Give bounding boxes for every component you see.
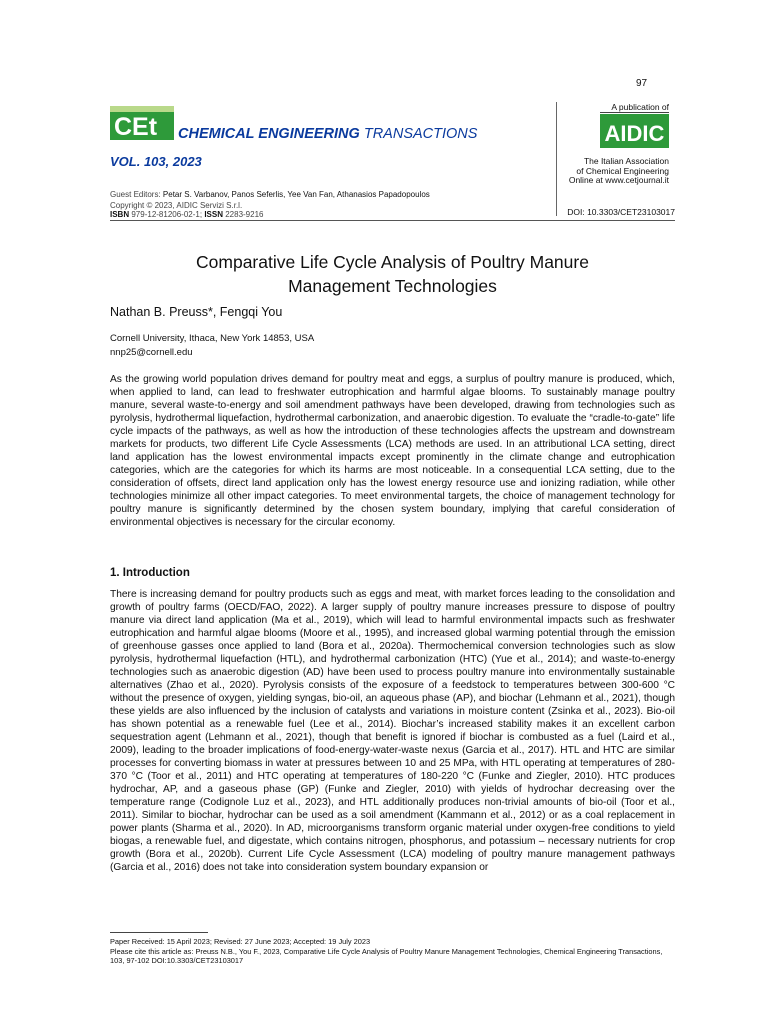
aidic-logo (600, 114, 669, 148)
email: nnp25@cornell.edu (110, 346, 193, 358)
publication-rule (600, 112, 669, 113)
publication-of: A publication of (611, 102, 669, 112)
affiliation: Cornell University, Ithaca, New York 14853, USA (110, 333, 315, 344)
introduction-text: There is increasing demand for poultry products such as eggs and meat, with market forces leading to the consolidation and growth of poultry farms (OECD/FAO, 2022). A larger supply of poultry manure increases pressure to dispose of poultry manure via direct land application (Ma et al., 2019), which will lead to harmful environmental impacts such as freshwater eutrophication and harmful algae blooms (Moore et al., 1995), and increased global warming potential through the emission of greenhouse gasses once applied to land (Bora et al., 2020a). Thermochemical conversion technologies such as slow pyrolysis, hydrothermal liquefaction (HTL), and hydrothermal carbonization (HTC) (Yue et al., 2014); and waste-to-energy technologies such as anaerobic digestion (AD) have been used to process poultry manure into environmentally sustainable alternatives (Zhao et al., 2020). Pyrolysis consists of the exposure of a feedstock to temperatures between 300-600 °C without the presence of oxygen, yielding syngas, bio-oil, an aqueous phase (AP), and biochar (Lehmann et al., 2021), though these yields are also influenced by the inclusion of catalysts and variations in moisture content (Zsinka et al., 2023). Bio-oil has shown potential as a renewable fuel (Lee et al., 2014). Biochar’s increased stability makes it an excellent carbon sequestration agent (Lehmann et al., 2021), though that benefit is ignored if biochar is combusted as a fuel (Laird et al., 2009), leading to the broader implications of food-energy-water-waste nexus (Garcia et al., 2017). HTL and HTC are similar processes for converting biomass in water at pressures between 10 and 25 MPa, with HTL operating at temperatures of 280-370 °C (Toor et al., 2011) and HTC operating at temperatures of 180-220 °C (Funke and Ziegler, 2010). HTC produces hydrochar, AP, and a gaseous phase (GP) (Funke and Ziegler, 2010) with yields of hydrochar decreasing over the temperature range (Codignole Luz et al., 2023), and HTL additionally produces non-trivial amounts of bio-oil (Toor et al., 2011). Similar to biochar, hydrochar can be used as a soil amendment (Kammann et al., 2012) or as a coal replacement in power plants (Sharma et al., 2020). In AD, microorganisms transform organic material under oxygen-free conditions to yield biogas, a renewable fuel, and digestate, which contains nitrogen, phosphorus, and potassium – necessary nutrients for crop growth (Bora et al., 2020b). Current Life Cycle Assessment (LCA) modeling of poultry manure management pathways (Garcia et al., 2016) does not take into consideration system boundary expansion or (110, 589, 675, 873)
section-heading-introduction: 1. Introduction (110, 567, 190, 579)
affiliation-block (110, 332, 314, 359)
doi: DOI: 10.3303/CET23103017 (567, 207, 675, 217)
copyright: Copyright © 2023, AIDIC Servizi S.r.l. (110, 201, 243, 210)
abstract: As the growing world population drives demand for poultry meat and eggs, a surplus of poultry manure is produced, which, when applied to land, can lead to freshwater eutrophication and harmful algae blooms. To sustainably manage poultry manure, several waste-to-energy and soil amendment pathways have been developed, drawing from technologies such as pyrolysis, hydrothermal liquefaction, hydrothermal carbonization, and anaerobic digestion. To evaluate the “cradle-to-gate” life cycle impacts of the pathways, as well as how the introduction of these technologies affects the upstream and downstream markets for products, two different Life Cycle Assessments (LCA) methods are used. In an attributional LCA setting, direct land application has the lowest environmental impacts except prominently in the climate change and eutrophication categories, which are the categories for which its harms are most noticeable. In a consequential LCA setting, due to the consideration of offsets, direct land application only has the lowest energy resource use and ionizing radiation, while other technologies minimize all other impact categories. To meet environmental targets, the choice of management technology for poultry manure is significantly determined by the chosen system boundary, implying that careful consideration of environmental objectives is necessary for the circular economy. (110, 374, 675, 528)
article-title (110, 250, 675, 298)
title-line-2: Management Technologies (288, 276, 497, 296)
cet-logo (110, 106, 174, 140)
guest-editors-names: Petar S. Varbanov, Panos Seferlis, Yee Van Fan, Athanasios Papadopoulos (162, 190, 430, 199)
page-number: 97 (636, 78, 648, 89)
guest-editors-label: Guest Editors: (110, 190, 161, 199)
volume: VOL. 103, 2023 (110, 154, 202, 169)
association-line-1: The Italian Association (583, 156, 669, 166)
association-info (540, 157, 669, 186)
journal-name-light: TRANSACTIONS (363, 126, 478, 142)
journal-name (178, 126, 477, 142)
paper-dates: Paper Received: 15 April 2023; Revised: 27 June 2023; Accepted: 19 July 2023 (110, 937, 371, 946)
citation: Please cite this article as: Preuss N.B., You F., 2023, Comparative Life Cycle Analysis of Poultry Manure Management Technologies, Chemical Engineering Transactions, 103, 97-102 DOI:10.3303/CET23103017 (110, 946, 663, 965)
title-line-1: Comparative Life Cycle Analysis of Poultry Manure (196, 252, 589, 272)
isbn-value: 979-12-81206-02-1; (131, 210, 203, 219)
guest-editors (110, 190, 430, 199)
footnote-rule (110, 932, 208, 933)
header-rule (110, 220, 675, 221)
isbn-issn (110, 210, 263, 219)
isbn-label: ISBN (110, 210, 130, 219)
issn-label: ISSN (204, 210, 223, 219)
association-website: Online at www.cetjournal.it (568, 175, 669, 185)
authors: Nathan B. Preuss*, Fengqi You (110, 305, 283, 319)
svg-text:AIDIC: AIDIC (604, 121, 665, 146)
journal-name-bold: CHEMICAL ENGINEERING (178, 126, 360, 142)
issn-value: 2283-9216 (225, 210, 264, 219)
footnote (110, 937, 675, 966)
association-line-2: of Chemical Engineering (576, 165, 669, 176)
svg-text:CEt: CEt (114, 113, 158, 140)
